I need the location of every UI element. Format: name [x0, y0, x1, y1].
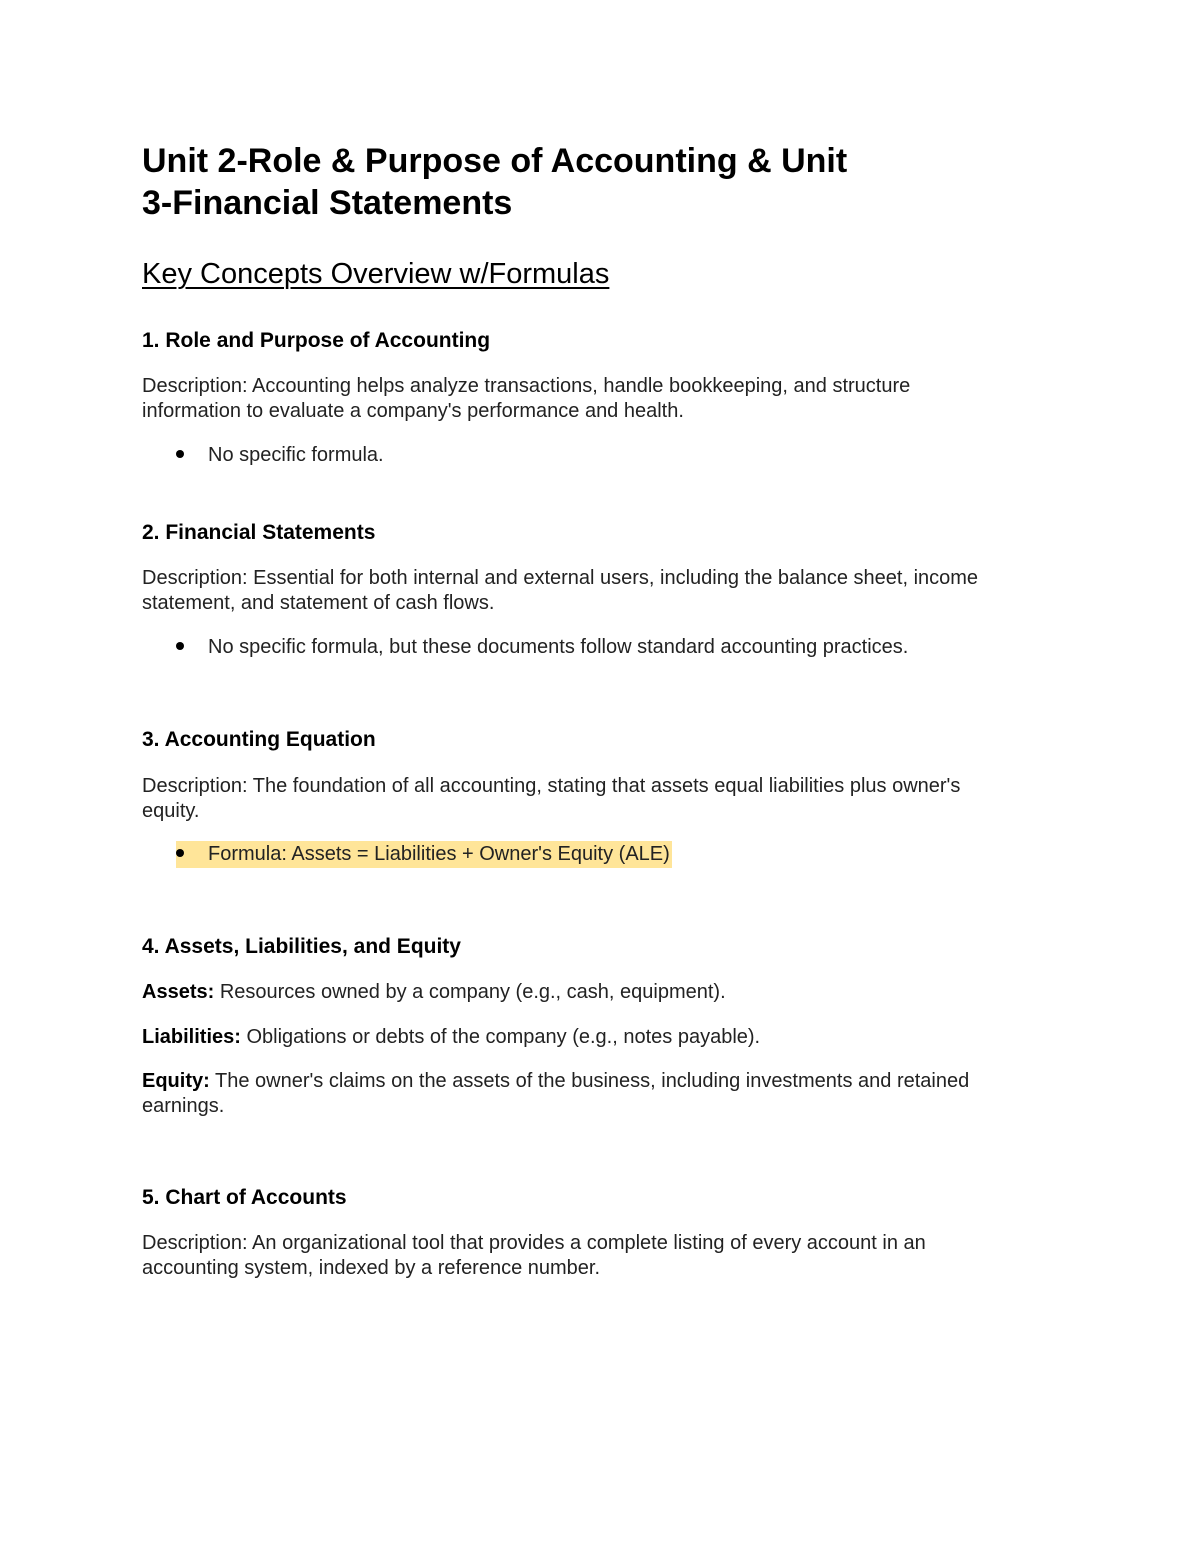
section-heading-3: 3. Accounting Equation — [142, 728, 376, 751]
description-line: accounting system, indexed by a reference number. — [142, 1257, 601, 1279]
description-line: statement, and statement of cash flows. — [142, 592, 495, 614]
section-1-description — [142, 374, 910, 424]
equity-label: Equity: — [142, 1070, 210, 1092]
section-2-bullet — [176, 636, 908, 659]
section-3-description — [142, 774, 960, 824]
description-line: Description: An organizational tool that provides a complete listing of every account in an — [142, 1232, 926, 1254]
assets-text: Resources owned by a company (e.g., cash, equipment). — [219, 981, 726, 1003]
description-line: Description: The foundation of all accounting, stating that assets equal liabilities plus owner's — [142, 775, 961, 797]
description-line: Description: Accounting helps analyze transactions, handle bookkeeping, and structure — [142, 375, 911, 397]
description-line: equity. — [142, 800, 200, 822]
formula-highlight — [176, 841, 672, 868]
bullet-text: No specific formula, but these documents follow standard accounting practices. — [208, 636, 909, 658]
liabilities-text: Obligations or debts of the company (e.g., notes payable). — [246, 1026, 761, 1048]
title-line-2: 3-Financial Statements — [142, 184, 513, 222]
bullet-icon — [176, 450, 184, 458]
equity-line-2: earnings. — [142, 1095, 225, 1117]
formula-text: Formula: Assets = Liabilities + Owner's Equity (ALE) — [208, 843, 670, 865]
section-heading-1: 1. Role and Purpose of Accounting — [142, 329, 491, 352]
equity-definition — [142, 1069, 969, 1119]
bullet-icon — [176, 849, 184, 857]
assets-label: Assets: — [142, 981, 215, 1003]
bullet-text: No specific formula. — [208, 444, 384, 466]
title-line-1: Unit 2-Role & Purpose of Accounting & Unit — [142, 142, 848, 180]
assets-definition — [142, 980, 726, 1005]
equity-text: The owner's claims on the assets of the business, including investments and retained — [214, 1070, 970, 1092]
description-line: information to evaluate a company's performance and health. — [142, 400, 684, 422]
equity-line — [142, 1069, 969, 1094]
section-5-description — [142, 1231, 926, 1281]
section-3-bullet — [176, 843, 672, 866]
section-heading-5: 5. Chart of Accounts — [142, 1186, 347, 1209]
liabilities-definition — [142, 1025, 760, 1050]
section-2-description — [142, 566, 978, 616]
liabilities-label: Liabilities: — [142, 1026, 241, 1048]
section-heading-2: 2. Financial Statements — [142, 521, 376, 544]
description-line: Description: Essential for both internal and external users, including the balance sheet, income — [142, 567, 979, 589]
section-1-bullet — [176, 444, 384, 467]
document-subtitle: Key Concepts Overview w/Formulas — [142, 258, 610, 290]
document-title — [142, 140, 847, 224]
bullet-icon — [176, 642, 184, 650]
section-heading-4: 4. Assets, Liabilities, and Equity — [142, 935, 461, 958]
